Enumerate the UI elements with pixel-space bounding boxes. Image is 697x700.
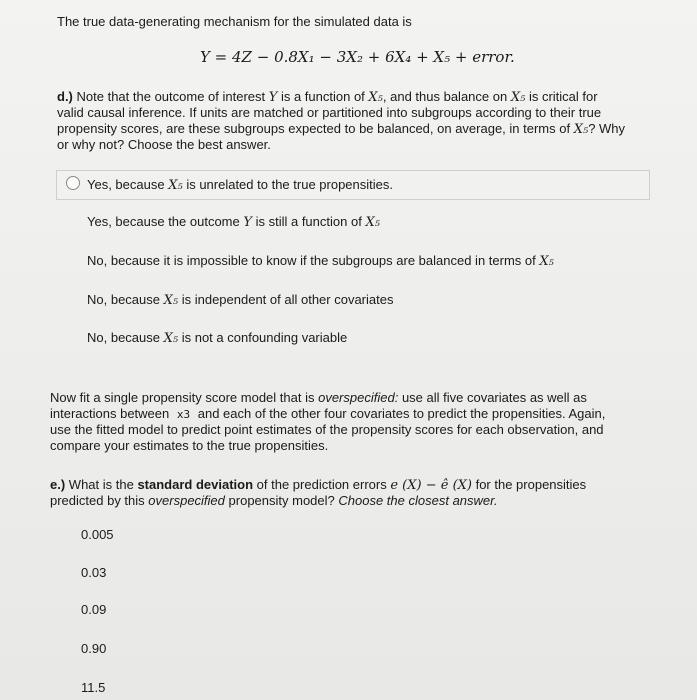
paragraph-line-1: Now fit a single propensity score model that is overspecified: use all five covariates as well as <box>50 390 587 405</box>
option-e-4[interactable]: 0.90 <box>81 641 107 656</box>
question-d-label: d.) <box>57 89 73 104</box>
intro-text: The true data-generating mechanism for the simulated data is <box>57 14 412 29</box>
question-d-line-2: valid causal inference. If units are matched or partitioned into subgroups according to their true <box>57 105 602 120</box>
option-d-2[interactable]: Yes, because the outcome Y is still a function of X₅ <box>87 214 380 230</box>
option-d-3[interactable]: No, because it is impossible to know if the subgroups are balanced in terms of X₅ <box>87 253 554 269</box>
paragraph-line-3: use the fitted model to predict point estimates of the propensity scores for each observation, and <box>50 422 604 437</box>
option-e-3[interactable]: 0.09 <box>81 602 107 617</box>
option-d-4[interactable]: No, because X₅ is independent of all other covariates <box>87 292 394 308</box>
radio-button-d-1[interactable] <box>66 176 80 190</box>
option-e-1[interactable]: 0.005 <box>81 527 114 542</box>
question-d-line-3: propensity scores, are these subgroups expected to be balanced, on average, in terms of X₅? Why <box>57 121 626 137</box>
question-e-line-2: predicted by this overspecified propensity model? Choose the closest answer. <box>50 493 498 508</box>
question-d-line-4: or why not? Choose the best answer. <box>57 137 271 152</box>
option-e-2[interactable]: 0.03 <box>81 565 107 580</box>
question-e-label: e.) <box>50 477 66 492</box>
paragraph-line-2: interactions between x3 and each of the other four covariates to predict the propensities. Again, <box>50 406 606 421</box>
equation: Y = 4Z − 0.8X₁ − 3X₂ + 6X₄ + X₅ + error. <box>200 48 515 66</box>
question-d-line-1: d.) Note that the outcome of interest Y is a function of X₅, and thus balance on X₅ is critical for <box>57 89 598 105</box>
paragraph-line-4: compare your estimates to the true propensities. <box>50 438 329 453</box>
option-d-1[interactable]: Yes, because X₅ is unrelated to the true propensities. <box>87 177 393 193</box>
option-d-5[interactable]: No, because X₅ is not a confounding variable <box>87 330 348 346</box>
question-e-line-1: e.) What is the standard deviation of the prediction errors e (X) − ê (X) for the propensities <box>50 477 587 493</box>
option-e-5[interactable]: 11.5 <box>81 680 106 695</box>
